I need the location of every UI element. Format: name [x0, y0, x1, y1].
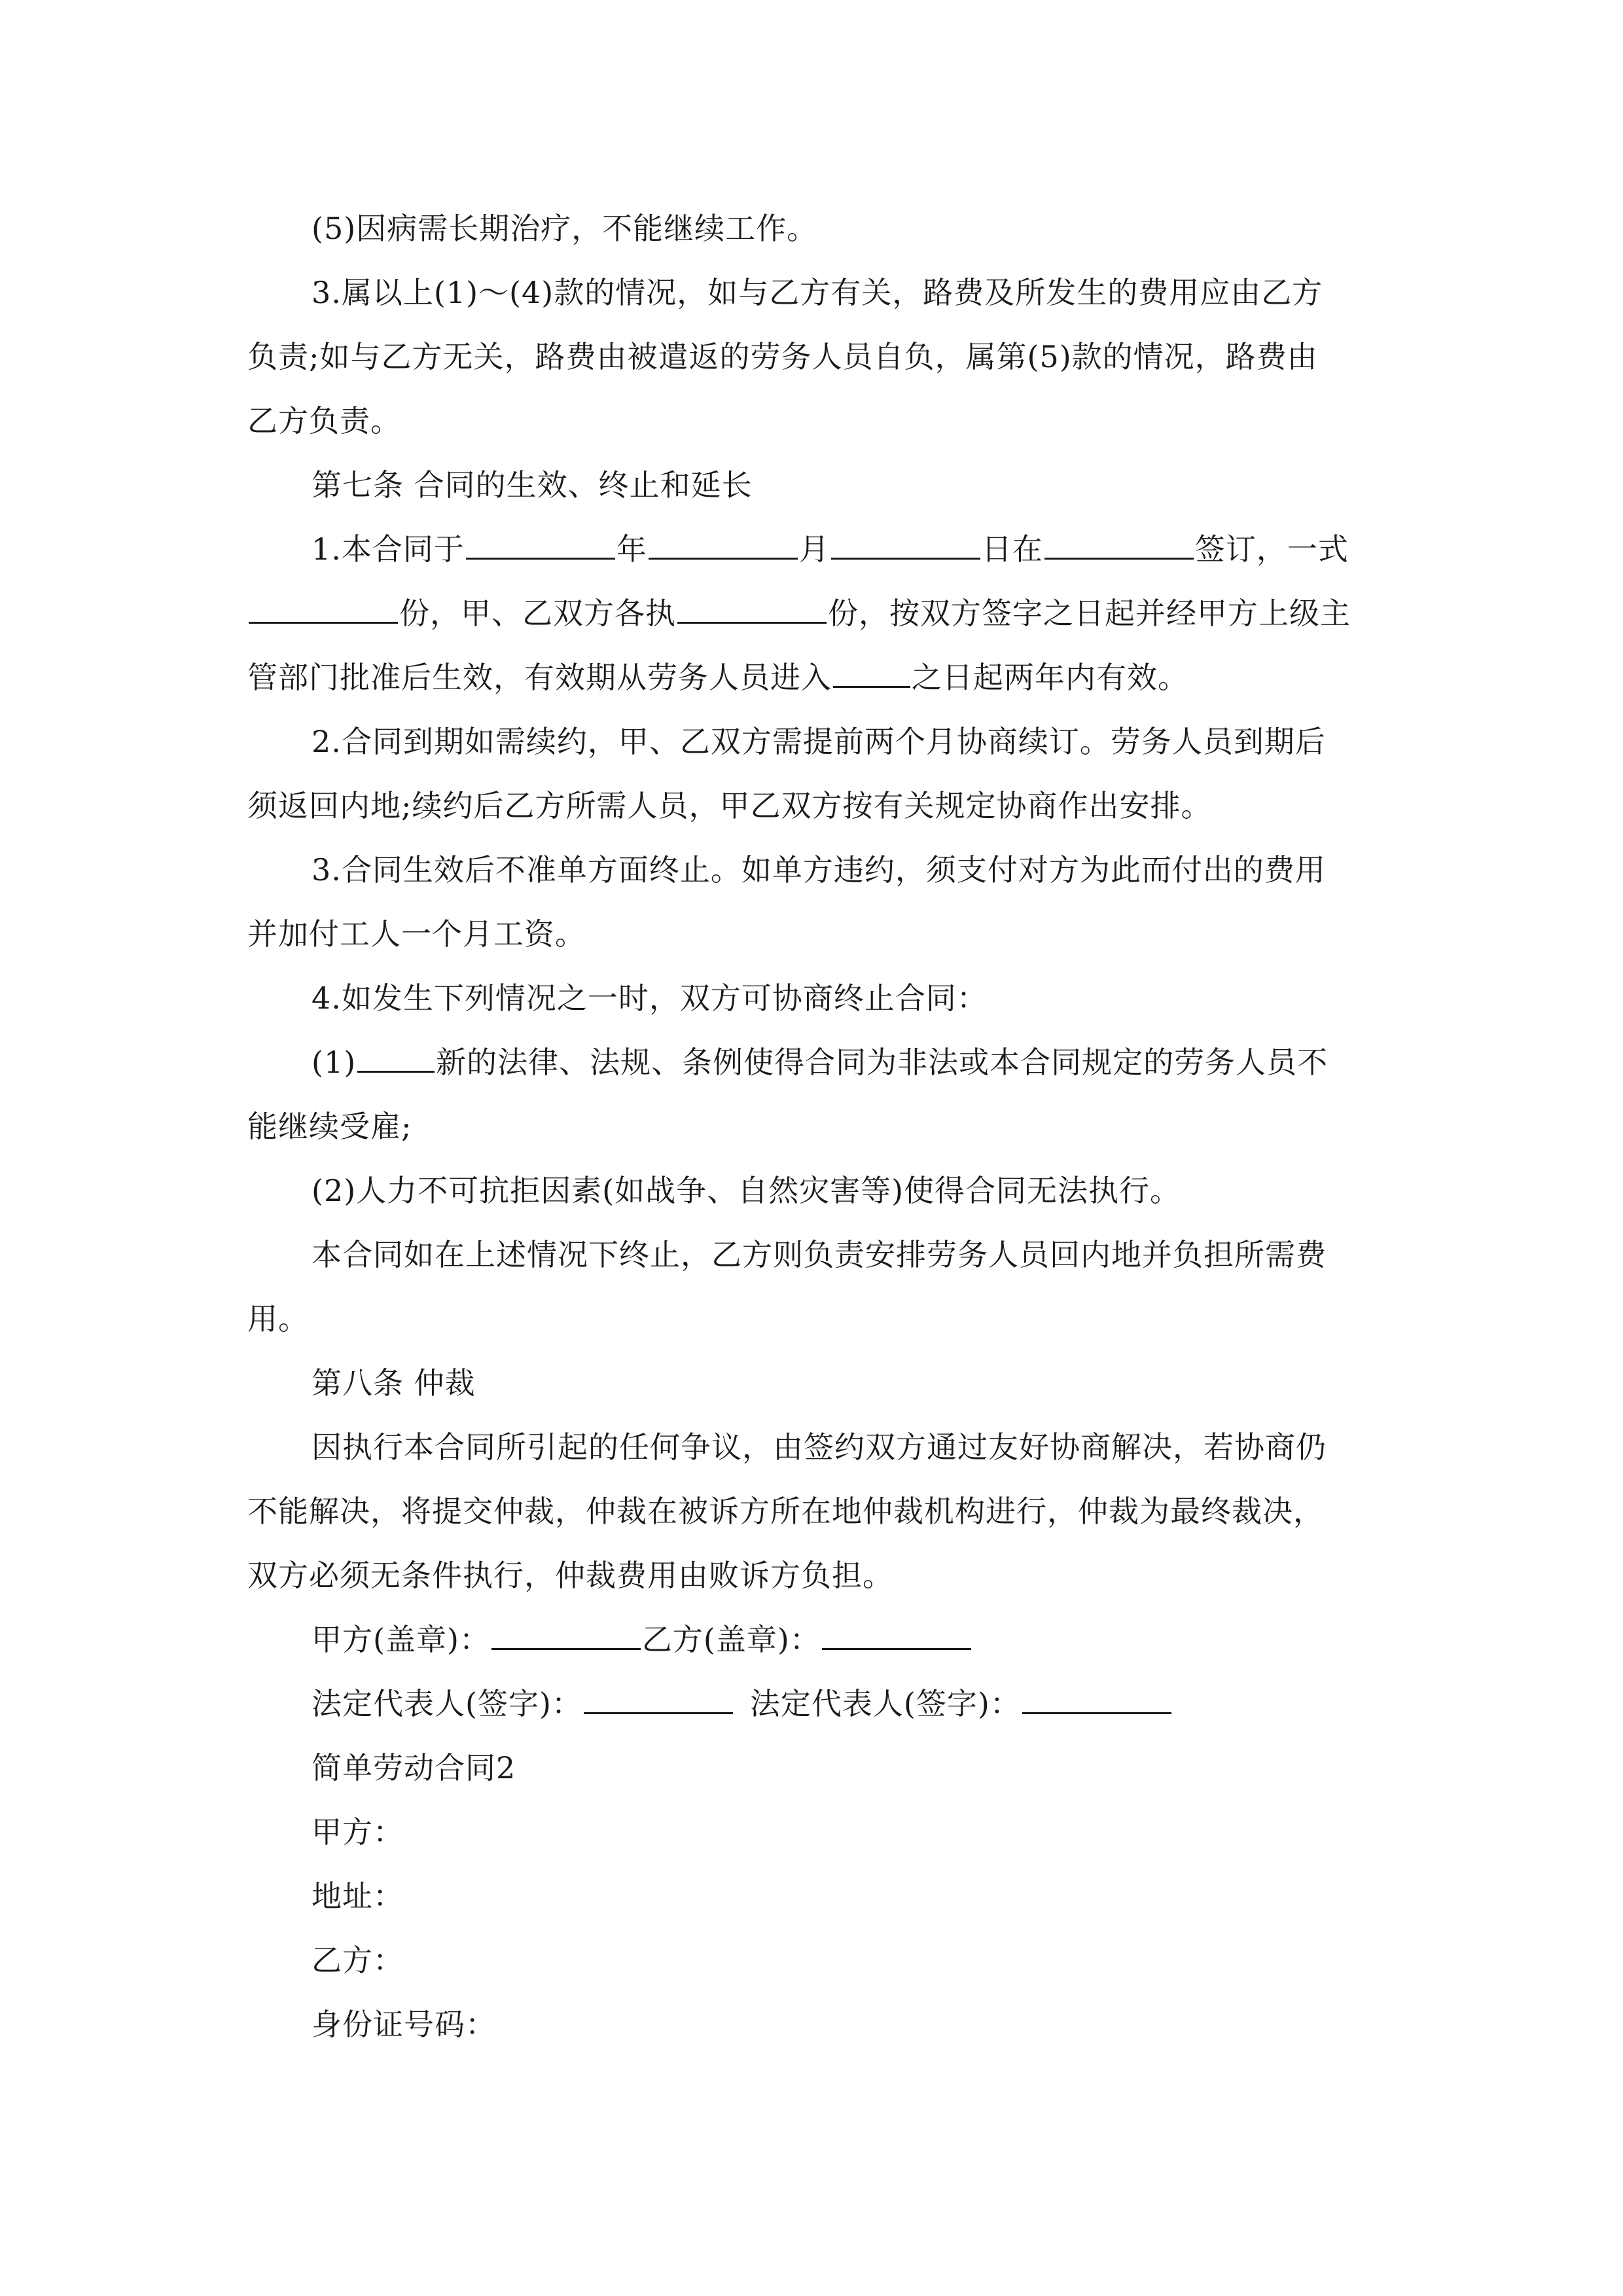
article-8-line-2: 不能解决，将提交仲裁，仲裁在被诉方所在地仲裁机构进行，仲裁为最终裁决，: [247, 1494, 1324, 1529]
party-a-seal-blank[interactable]: [491, 1622, 641, 1650]
copies-each-blank[interactable]: [677, 596, 827, 624]
article-7-item-2-line-2: 须返回内地;续约后乙方所需人员，甲乙双方按有关规定协商作出安排。: [247, 788, 1212, 823]
signature-line: 法定代表人(签字)： 法定代表人(签字)：: [247, 1672, 1378, 1736]
location-blank[interactable]: [1044, 531, 1194, 560]
clause-3-line-2: 负责;如与乙方无关，路费由被遣返的劳务人员自负，属第(5)款的情况，路费由: [247, 339, 1318, 374]
termination-note-line-1: 本合同如在上述情况下终止，乙方则负责安排劳务人员回内地并负担所需费: [312, 1237, 1327, 1272]
article-8-line-1: 因执行本合同所引起的任何争议，由签约双方通过友好协商解决，若协商仍: [312, 1429, 1327, 1465]
entry-place-blank[interactable]: [833, 660, 910, 688]
article-7-heading: 第七条 合同的生效、终止和延长: [312, 467, 753, 503]
clause-3-line-1: 3.属以上(1)～(4)款的情况，如与乙方有关，路费及所发生的费用应由乙方: [312, 275, 1323, 310]
article-7-item-4-sub-1-line-1: (1) 新的法律、法规、条例使得合同为非法或本合同规定的劳务人员不: [312, 1045, 1329, 1080]
article-8-line-3: 双方必须无条件执行，仲裁费用由败诉方负担。: [247, 1558, 893, 1593]
party-b-seal-blank[interactable]: [822, 1622, 971, 1650]
sub-1-blank[interactable]: [357, 1045, 435, 1073]
clause-3-line-3: 乙方负责。: [247, 403, 401, 439]
party-b-label: 乙方：: [312, 1943, 404, 1978]
article-7-item-4-sub-1-line-2: 能继续受雇;: [247, 1109, 412, 1144]
party-b-signature-blank[interactable]: [1022, 1686, 1171, 1714]
month-blank[interactable]: [649, 531, 798, 560]
contract-body: [247, 196, 1378, 2056]
clause-item-5: (5)因病需长期治疗，不能继续工作。: [312, 211, 818, 246]
article-7-item-3-line-1: 3.合同生效后不准单方面终止。如单方违约，须支付对方为此而付出的费用: [312, 852, 1326, 888]
article-7-item-4-sub-2: (2)人力不可抗拒因素(如战争、自然灾害等)使得合同无法执行。: [312, 1173, 1181, 1208]
article-7-item-3-line-2: 并加付工人一个月工资。: [247, 916, 586, 952]
article-8-heading: 第八条 仲裁: [312, 1365, 476, 1401]
article-7-item-4: 4.如发生下列情况之一时，双方可协商终止合同：: [312, 980, 988, 1016]
article-7-item-1-line-2: 份，甲、乙双方各执 份，按双方签字之日起并经甲方上级主: [247, 581, 1378, 645]
party-a-signature-blank[interactable]: [584, 1686, 733, 1714]
termination-note-line-2: 用。: [247, 1301, 309, 1336]
article-7-item-2-line-1: 2.合同到期如需续约，甲、乙双方需提前两个月协商续订。劳务人员到期后: [312, 724, 1326, 759]
address-label: 地址：: [312, 1878, 404, 1914]
seal-line: 甲方(盖章)： 乙方(盖章)：: [247, 1607, 1378, 1672]
party-a-label: 甲方：: [312, 1814, 404, 1850]
article-7-item-1-line-3: 管部门批准后生效，有效期从劳务人员进入 之日起两年内有效。: [247, 660, 1188, 695]
id-number-label: 身份证号码：: [312, 2007, 496, 2042]
copies-total-blank[interactable]: [249, 596, 398, 624]
article-7-item-1-line-1: 1.本合同于 年 月 日在 签订，一式: [312, 531, 1349, 567]
day-blank[interactable]: [831, 531, 980, 560]
contract-2-title: 简单劳动合同2: [312, 1750, 516, 1785]
year-blank[interactable]: [466, 531, 615, 560]
